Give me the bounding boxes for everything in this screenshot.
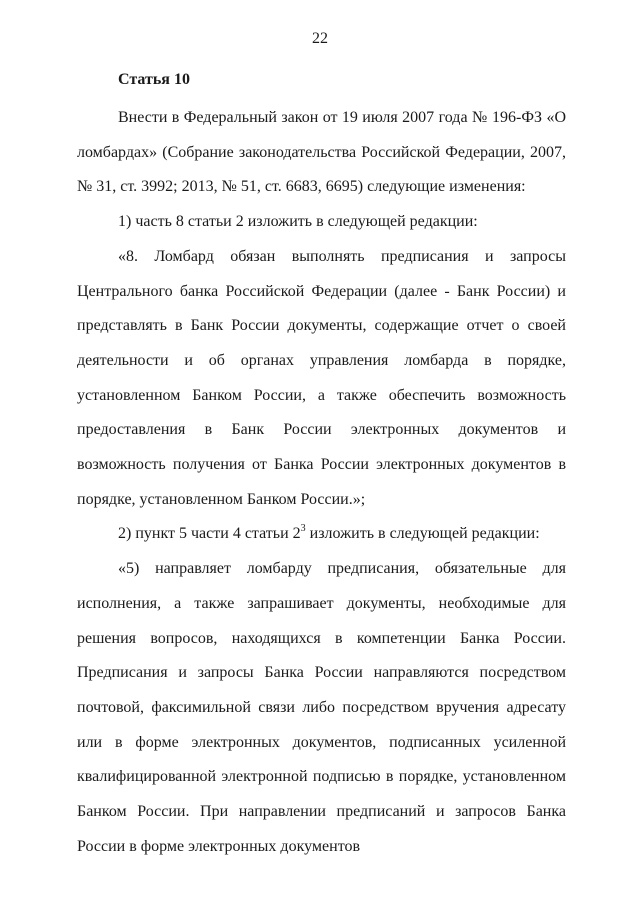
document-body [77, 101, 566, 864]
amendment-item-1: 1) часть 8 статьи 2 изложить в следующей редакции: [118, 213, 478, 231]
amendment-item-2-text-tail: изложить в следующей редакции: [305, 525, 540, 543]
amendment-item-2 [77, 517, 566, 552]
amendment-item-2-text: 2) пункт 5 части 4 статьи 2 [118, 525, 301, 543]
intro-paragraph: Внести в Федеральный закон от 19 июля 2007 года № 196-ФЗ «О ломбардах» (Собрание законодательства Российской Федерации, 2007, № 31, ст. 3992; 2013, № 51, ст. 6683, 6695) следующие изменения: [77, 109, 566, 196]
article-title: Статья 10 [118, 71, 190, 88]
page-number: 22 [312, 30, 328, 47]
quoted-text-1: «8. Ломбард обязан выполнять предписания и запросы Центрального банка Российской Федерации (далее - Банк России) и представлять в Банк России документы, содержащие отчет о своей деятельности и об органах управления ломбарда в порядке, установленном Банком России, а также обеспечить возможность предоставления в Банк России электронных документов и возможность получения от Банка России электронных документов в порядке, установленном Банком России.»; [77, 247, 566, 508]
amendment-item-2-superscript: 3 [300, 523, 306, 535]
quoted-text-2: «5) направляет ломбарду предписания, обязательные для исполнения, а также запрашивает документы, необходимые для решения вопросов, находящихся в компетенции Банка России. Предписания и запросы Банка России направляются посредством почтовой, факсимильной связи либо посредством вручения адресату или в форме электронных документов, подписанных усиленной квалифицированной электронной подписью в порядке, установленном Банком России. При направлении предписаний и запросов Банка России в форме электронных документов [77, 560, 566, 855]
